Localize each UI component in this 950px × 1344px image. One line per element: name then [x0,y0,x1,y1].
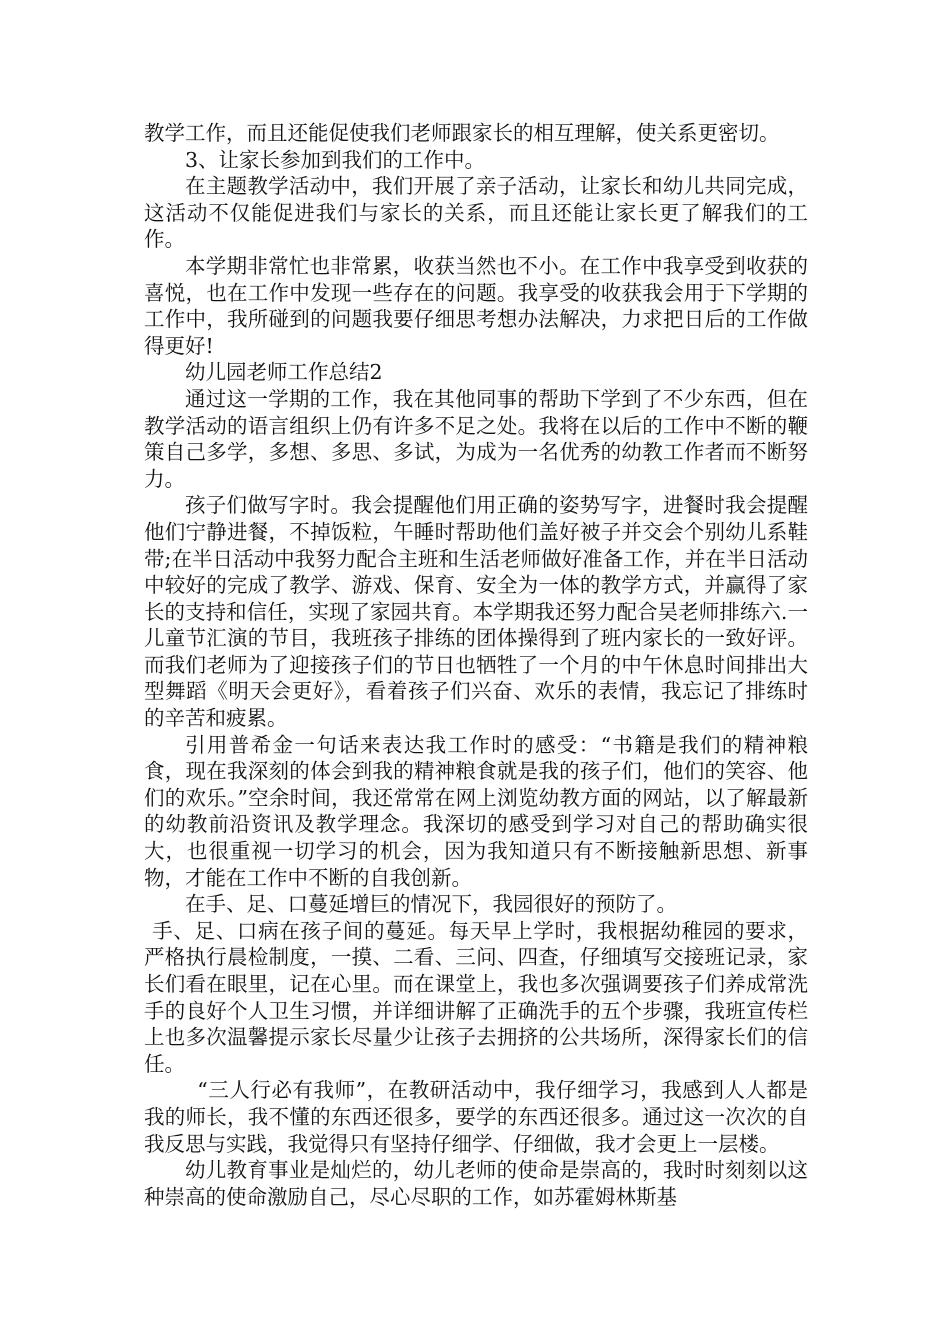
paragraph-7: 孩子们做写字时。我会提醒他们用正确的姿势写字，进餐时我会提醒他们宁静进餐，不掉饭粒，午睡时帮助他们盖好被子并交会个别幼儿系鞋带;在半日活动中我努力配合主班和生活老师做好准备工作，并在半日活动中较好的完成了教学、游戏、保育、安全为一体的教学方式，并赢得了家长的支持和信任，实现了家园共育。本学期我还努力配合吴老师排练六.一儿童节汇演的节目，我班孩子排练的团体操得到了班内家长的一致好评。而我们老师为了迎接孩子们的节日也牺牲了一个月的中午休息时间排出大型舞蹈《明天会更好》，看着孩子们兴奋、欢乐的表情，我忘记了排练时的辛苦和疲累。 [144,493,808,731]
section-heading: 幼儿园老师工作总结2 [185,360,383,385]
paragraph-1: 教学工作，而且还能促使我们老师跟家长的相互理解，使关系更密切。 [144,121,780,145]
paragraph-10: 手、足、口病在孩子间的蔓延。每天早上学时，我根据幼稚园的要求，严格执行晨检制度，一摸、二看、三问、四查，仔细填写交接班记录，家长们看在眼里，记在心里。而在课堂上，我也多次强调要孩子们养成常洗手的良好个人卫生习惯，并详细讲解了正确洗手的五个步骤，我班宣传栏上也多次温馨提示家长尽量少让孩子去拥挤的公共场所，深得家长们的信任。 [144,918,808,1076]
paragraph-12: 幼儿教育事业是灿烂的，幼儿老师的使命是崇高的，我时时刻刻以这种崇高的使命激励自己，尽心尽职的工作，如苏霍姆林斯基 [144,1158,808,1209]
paragraph-4: 本学期非常忙也非常累，收获当然也不小。在工作中我享受到收获的喜悦，也在工作中发现一些存在的问题。我享受的收获我会用于下学期的工作中，我所碰到的问题我要仔细思考想办法解决，力求把日后的工作做得更好! [144,253,808,358]
paragraph-11: “三人行必有我师”，在教研活动中，我仔细学习，我感到人人都是我的师长，我不懂的东西还很多，要学的东西还很多。通过这一次次的自我反思与实践，我觉得只有坚持仔细学、仔细做，我才会更上一层楼。 [144,1078,808,1156]
paragraph-6: 通过这一学期的工作，我在其他同事的帮助下学到了不少东西，但在教学活动的语言组织上仍有许多不足之处。我将在以后的工作中不断的鞭策自己多学，多想、多思、多试，为成为一名优秀的幼教工作者而不断努力。 [144,386,808,491]
paragraph-2: 3、让家长参加到我们的工作中。 [185,147,486,172]
paragraph-8: 引用普希金一句话来表达我工作时的感受：“书籍是我们的精神粮食，现在我深刻的体会到我的精神粮食就是我的孩子们，他们的笑容、他们的欢乐。”空余时间，我还常常在网上浏览幼教方面的网站，以了解最新的幼教前沿资讯及教学理念。我深切的感受到学习对自己的帮助确实很大，也很重视一切学习的机会，因为我知道只有不断接触新思想、新事物，才能在工作中不断的自我创新。 [144,732,808,890]
document-page [144,120,808,1210]
paragraph-3: 在主题教学活动中，我们开展了亲子活动，让家长和幼儿共同完成，这活动不仅能促进我们与家长的关系，而且还能让家长更了解我们的工作。 [144,174,808,252]
paragraph-9: 在手、足、口蔓延增巨的情况下，我园很好的预防了。 [185,892,677,917]
